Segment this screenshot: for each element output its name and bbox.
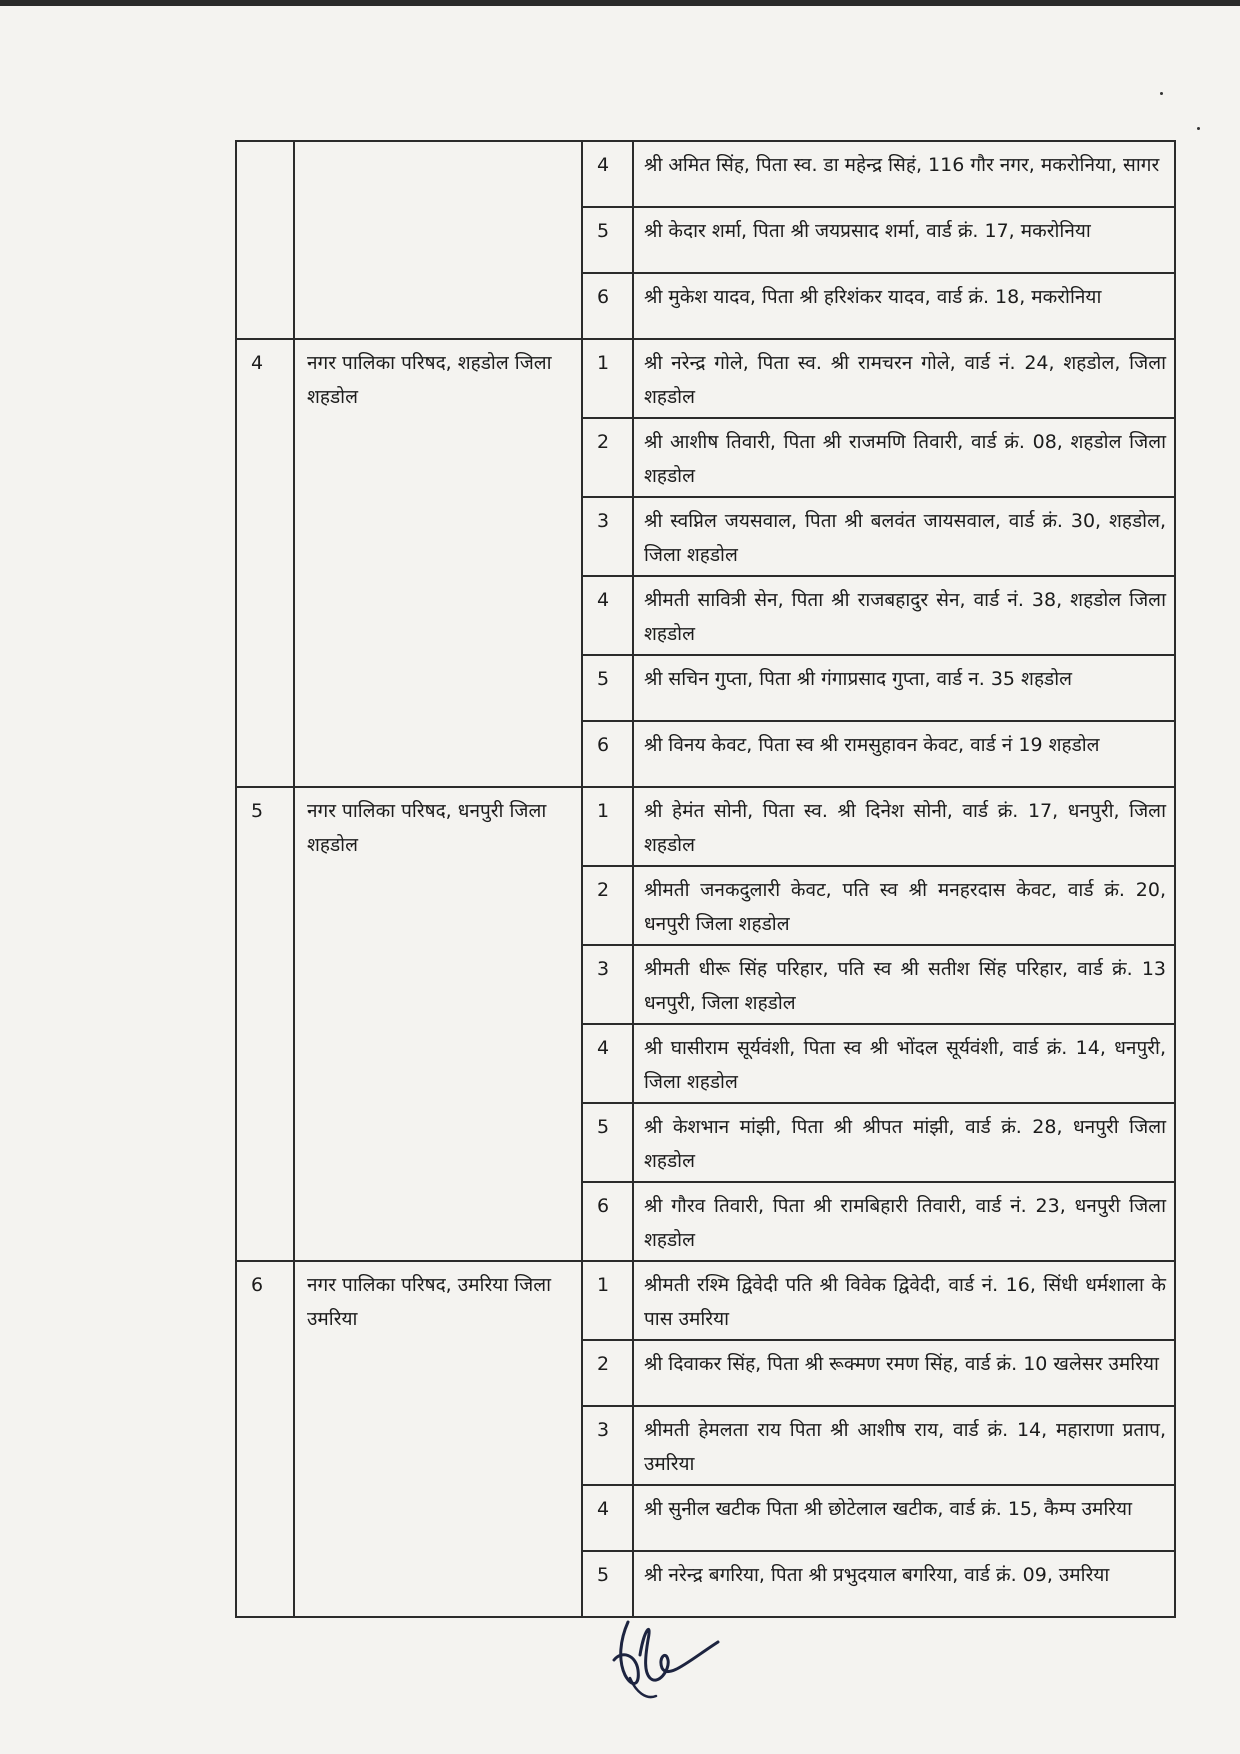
serial-number-cell — [236, 1261, 294, 1617]
member-number: 4 — [597, 589, 610, 611]
serial-number: 5 — [251, 800, 264, 822]
member-details: श्री दिवाकर सिंह, पिता श्री रूक्मण रमण सिंह, वार्ड क्रं. 10 खलेसर उमरिया — [644, 1353, 1159, 1375]
member-details-cell — [633, 866, 1175, 945]
member-details: श्री आशीष तिवारी, पिता श्री राजमणि तिवारी, वार्ड क्रं. 08, शहडोल जिला शहडोल — [644, 431, 1166, 487]
member-number: 4 — [597, 1037, 610, 1059]
member-number: 6 — [597, 286, 610, 308]
member-details: श्री विनय केवट, पिता स्व श्री रामसुहावन केवट, वार्ड नं 19 शहडोल — [644, 734, 1100, 756]
member-number: 3 — [597, 1419, 610, 1441]
member-number-cell — [582, 1261, 633, 1340]
table-row — [236, 787, 1175, 866]
serial-number-cell — [236, 787, 294, 1261]
member-number: 5 — [597, 1564, 610, 1586]
member-number: 5 — [597, 220, 610, 242]
member-details: श्री अमित सिंह, पिता स्व. डा महेन्द्र सिहं, 116 गौर नगर, मकरोनिया, सागर — [644, 154, 1160, 176]
member-details-cell — [633, 1182, 1175, 1261]
member-details-cell — [633, 1406, 1175, 1485]
member-number-cell — [582, 1103, 633, 1182]
municipal-body-cell — [294, 339, 582, 787]
member-details: श्री हेमंत सोनी, पिता स्व. श्री दिनेश सोनी, वार्ड क्रं. 17, धनपुरी, जिला शहडोल — [644, 800, 1166, 856]
member-details-cell — [633, 273, 1175, 339]
member-details-cell — [633, 1485, 1175, 1551]
member-details: श्री मुकेश यादव, पिता श्री हरिशंकर यादव, वार्ड क्रं. 18, मकरोनिया — [644, 286, 1102, 308]
member-number: 1 — [597, 1274, 610, 1296]
member-number-cell — [582, 1182, 633, 1261]
member-details: श्री नरेन्द्र गोले, पिता स्व. श्री रामचरन गोले, वार्ड नं. 24, शहडोल, जिला शहडोल — [644, 352, 1166, 408]
municipal-body-cell — [294, 1261, 582, 1617]
member-number-cell — [582, 1485, 633, 1551]
member-number: 4 — [597, 1498, 610, 1520]
serial-number: 4 — [251, 352, 264, 374]
municipal-body-name: नगर पालिका परिषद, उमरिया जिला उमरिया — [307, 1274, 552, 1330]
nominee-table — [235, 140, 1176, 1618]
serial-number — [237, 142, 293, 148]
member-number-cell — [582, 418, 633, 497]
member-number: 1 — [597, 800, 610, 822]
member-details-cell — [633, 141, 1175, 207]
member-details-cell — [633, 787, 1175, 866]
municipal-body-cell — [294, 141, 582, 339]
member-number: 2 — [597, 431, 610, 453]
member-number-cell — [582, 207, 633, 273]
member-number-cell — [582, 945, 633, 1024]
scan-top-edge — [0, 0, 1240, 6]
scan-speck — [1197, 127, 1200, 130]
member-details: श्रीमती सावित्री सेन, पिता श्री राजबहादुर सेन, वार्ड नं. 38, शहडोल जिला शहडोल — [644, 589, 1166, 645]
member-details: श्री सचिन गुप्ता, पिता श्री गंगाप्रसाद गुप्ता, वार्ड न. 35 शहडोल — [644, 668, 1073, 690]
member-details-cell — [633, 497, 1175, 576]
member-details: श्री घासीराम सूर्यवंशी, पिता स्व श्री भोंदल सूर्यवंशी, वार्ड क्रं. 14, धनपुरी, जिला शहडोल — [644, 1037, 1166, 1093]
member-details-cell — [633, 207, 1175, 273]
member-details: श्री स्वप्निल जयसवाल, पिता श्री बलवंत जायसवाल, वार्ड क्रं. 30, शहडोल, जिला शहडोल — [644, 510, 1166, 566]
member-number: 4 — [597, 154, 610, 176]
table-row — [236, 1261, 1175, 1340]
member-number-cell — [582, 787, 633, 866]
member-details-cell — [633, 1024, 1175, 1103]
member-details-cell — [633, 721, 1175, 787]
member-number-cell — [582, 1024, 633, 1103]
municipal-body-name: नगर पालिका परिषद, धनपुरी जिला शहडोल — [307, 800, 547, 856]
member-details-cell — [633, 576, 1175, 655]
member-number: 3 — [597, 510, 610, 532]
member-number: 6 — [597, 734, 610, 756]
member-details-cell — [633, 418, 1175, 497]
member-number: 5 — [597, 1116, 610, 1138]
member-details: श्री गौरव तिवारी, पिता श्री रामबिहारी तिवारी, वार्ड नं. 23, धनपुरी जिला शहडोल — [644, 1195, 1166, 1251]
member-number: 6 — [597, 1195, 610, 1217]
member-details-cell — [633, 1103, 1175, 1182]
serial-number-cell — [236, 141, 294, 339]
signature — [600, 1600, 730, 1710]
member-details: श्री केशभान मांझी, पिता श्री श्रीपत मांझी, वार्ड क्रं. 28, धनपुरी जिला शहडोल — [644, 1116, 1166, 1172]
member-details: श्रीमती रश्मि द्विवेदी पति श्री विवेक द्विवेदी, वार्ड नं. 16, सिंधी धर्मशाला के पास उमरिया — [644, 1274, 1166, 1330]
member-details-cell — [633, 339, 1175, 418]
member-details: श्रीमती धीरू सिंह परिहार, पति स्व श्री सतीश सिंह परिहार, वार्ड क्रं. 13 धनपुरी, जिला शहडोल — [644, 958, 1166, 1014]
member-number-cell — [582, 576, 633, 655]
scan-speck — [1160, 92, 1163, 95]
member-number-cell — [582, 273, 633, 339]
table-row — [236, 339, 1175, 418]
member-details-cell — [633, 655, 1175, 721]
member-details-cell — [633, 1261, 1175, 1340]
municipal-body-cell — [294, 787, 582, 1261]
table-row — [236, 141, 1175, 207]
serial-number: 6 — [251, 1274, 264, 1296]
serial-number-cell — [236, 339, 294, 787]
nominee-table-body — [236, 141, 1175, 1617]
member-number-cell — [582, 1340, 633, 1406]
member-number: 2 — [597, 1353, 610, 1375]
municipal-body-name: नगर पालिका परिषद, शहडोल जिला शहडोल — [307, 352, 552, 408]
member-details: श्रीमती हेमलता राय पिता श्री आशीष राय, वार्ड क्रं. 14, महाराणा प्रताप, उमरिया — [644, 1419, 1166, 1475]
member-number-cell — [582, 866, 633, 945]
municipal-body-name — [295, 142, 581, 148]
member-number-cell — [582, 1406, 633, 1485]
member-number-cell — [582, 655, 633, 721]
member-number: 5 — [597, 668, 610, 690]
member-details-cell — [633, 945, 1175, 1024]
member-number: 3 — [597, 958, 610, 980]
member-number-cell — [582, 141, 633, 207]
member-number-cell — [582, 339, 633, 418]
member-number-cell — [582, 721, 633, 787]
member-details: श्री नरेन्द्र बगरिया, पिता श्री प्रभुदयाल बगरिया, वार्ड क्रं. 09, उमरिया — [644, 1564, 1110, 1586]
member-number: 1 — [597, 352, 610, 374]
member-details: श्री केदार शर्मा, पिता श्री जयप्रसाद शर्मा, वार्ड क्रं. 17, मकरोनिया — [644, 220, 1091, 242]
member-details: श्री सुनील खटीक पिता श्री छोटेलाल खटीक, वार्ड क्रं. 15, कैम्प उमरिया — [644, 1498, 1132, 1520]
member-number-cell — [582, 497, 633, 576]
member-details-cell — [633, 1340, 1175, 1406]
member-number: 2 — [597, 879, 610, 901]
member-details: श्रीमती जनकदुलारी केवट, पति स्व श्री मनहरदास केवट, वार्ड क्रं. 20, धनपुरी जिला शहडोल — [644, 879, 1166, 935]
